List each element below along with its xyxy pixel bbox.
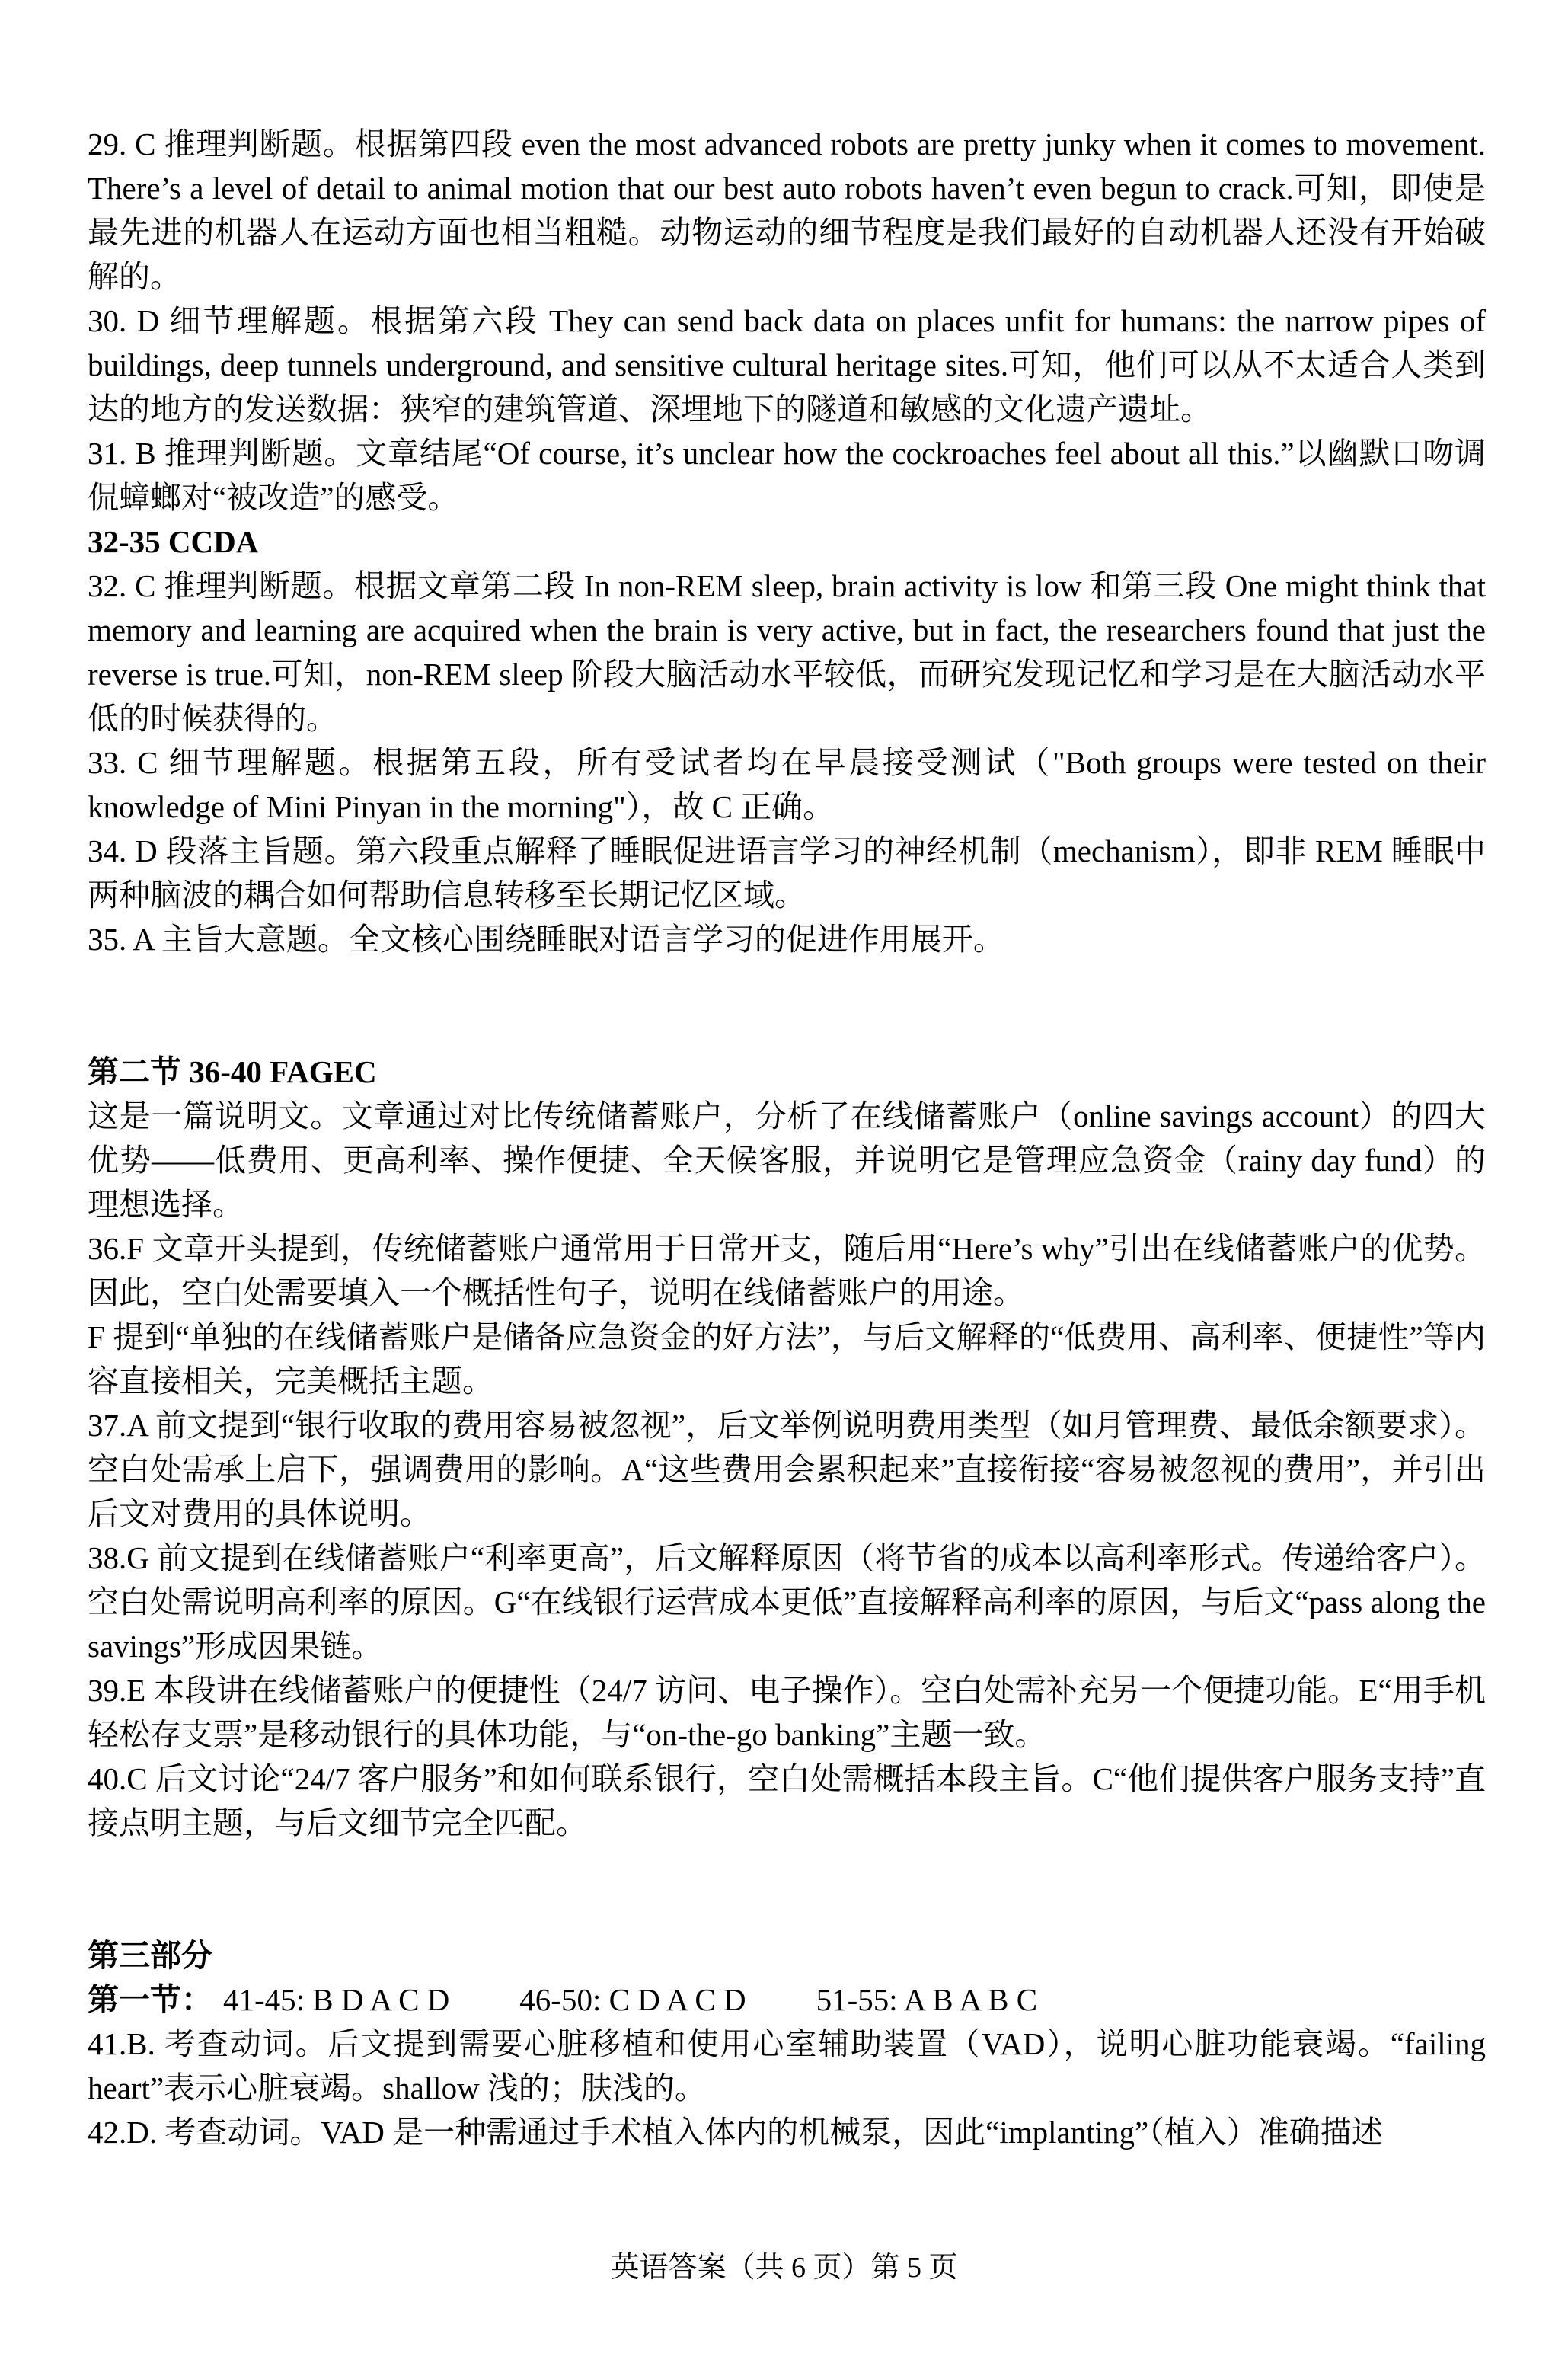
answer-explanation: 42.D. 考查动词。VAD 是一种需通过手术植入体内的机械泵，因此“implanting”（植入）准确描述: [88, 2115, 1383, 2150]
answer-explanation: 30. D 细节理解题。根据第六段 They can send back data on places unfit for humans: the narrow pipes of buildings, deep tunnels underground, and sensitive cultural heritage sites.可知，他们可以从不太适合人类到达的地方的发送数据：狭窄的建筑管道、深埋地下的隧道和敏感的文化遗产遗址。: [88, 303, 1486, 427]
answer-key-line: [88, 1978, 1486, 2022]
answer-explanation: 34. D 段落主旨题。第六段重点解释了睡眠促进语言学习的神经机制（mechanism），即非 REM 睡眠中两种脑波的耦合如何帮助信息转移至长期记忆区域。: [88, 833, 1486, 913]
answer-explanation: 39.E 本段讲在线储蓄账户的便捷性（24/7 访问、电子操作）。空白处需补充另一个便捷功能。E“用手机轻松存支票”是移动银行的具体功能，与“on-the-go banking”主题一致。: [88, 1673, 1486, 1752]
answer-group: 51-55: A B A B C: [816, 1982, 1038, 2017]
answer-group: 41-45: B D A C D: [223, 1982, 450, 2017]
answer-explanation: 29. C 推理判断题。根据第四段 even the most advanced robots are pretty junky when it comes to movement. There’s a level of detail to animal motion that our best auto robots haven’t even begun to crack.可知，即使是最先进的机器人在运动方面也相当粗糙。动物运动的细节程度是我们最好的自动机器人还没有开始破解的。: [88, 126, 1486, 294]
answer-key-label: 第一节：: [88, 1982, 212, 2017]
answer-explanation: 37.A 前文提到“银行收取的费用容易被忽视”，后文举例说明费用类型（如月管理费、最低余额要求）。空白处需承上启下，强调费用的影响。A“这些费用会累积起来”直接衔接“容易被忽视的费用”，并引出后文对费用的具体说明。: [88, 1408, 1486, 1531]
answer-explanation: 33. C 细节理解题。根据第五段，所有受试者均在早晨接受测试（"Both groups were tested on their knowledge of Mini Pinyan in the morning"），故 C 正确。: [88, 745, 1486, 824]
section-heading: 第二节 36-40 FAGEC: [88, 1054, 377, 1089]
answer-explanation: 这是一篇说明文。文章通过对比传统储蓄账户，分析了在线储蓄账户（online savings account）的四大优势——低费用、更高利率、操作便捷、全天候客服，并说明它是管理应急资金（rainy day fund）的理想选择。: [88, 1098, 1486, 1222]
answer-explanation: 40.C 后文讨论“24/7 客户服务”和如何联系银行，空白处需概括本段主旨。C“他们提供客户服务支持”直接点明主题，与后文细节完全匹配。: [88, 1761, 1486, 1840]
answer-explanation: 41.B. 考查动词。后文提到需要心脏移植和使用心室辅助装置（VAD），说明心脏功能衰竭。“failing heart”表示心脏衰竭。shallow 浅的；肤浅的。: [88, 2026, 1486, 2105]
answer-explanation: 32. C 推理判断题。根据文章第二段 In non-REM sleep, brain activity is low 和第三段 One might think that memory and learning are acquired when the brain is very active, but in fact, the researchers found that just the reverse is true.可知，non-REM sleep 阶段大脑活动水平较低，而研究发现记忆和学习是在大脑活动水平低的时候获得的。: [88, 568, 1486, 736]
answer-explanation: F 提到“单独的在线储蓄账户是储备应急资金的好方法”，与后文解释的“低费用、高利率、便捷性”等内容直接相关，完美概括主题。: [88, 1319, 1486, 1399]
answer-explanation: 35. A 主旨大意题。全文核心围绕睡眠对语言学习的促进作用展开。: [88, 922, 1004, 957]
section-heading: 32-35 CCDA: [88, 524, 259, 559]
answer-group: 46-50: C D A C D: [519, 1982, 746, 2017]
answer-explanation: 38.G 前文提到在线储蓄账户“利率更高”，后文解释原因（将节省的成本以高利率形式。传递给客户）。空白处需说明高利率的原因。G“在线银行运营成本更低”直接解释高利率的原因，与后文“pass along the savings”形成因果链。: [88, 1540, 1486, 1664]
page-footer: 英语答案（共 6 页）第 5 页: [610, 2252, 958, 2284]
answer-explanation: 31. B 推理判断题。文章结尾“Of course, it’s unclear how the cockroaches feel about all this.”以幽默口吻调侃蟑螂对“被改造”的感受。: [88, 436, 1486, 515]
section-heading: 第三部分: [88, 1938, 212, 1973]
answer-explanation: 36.F 文章开头提到，传统储蓄账户通常用于日常开支，随后用“Here’s why”引出在线储蓄账户的优势。因此，空白处需要填入一个概括性句子，说明在线储蓄账户的用途。: [88, 1231, 1486, 1310]
